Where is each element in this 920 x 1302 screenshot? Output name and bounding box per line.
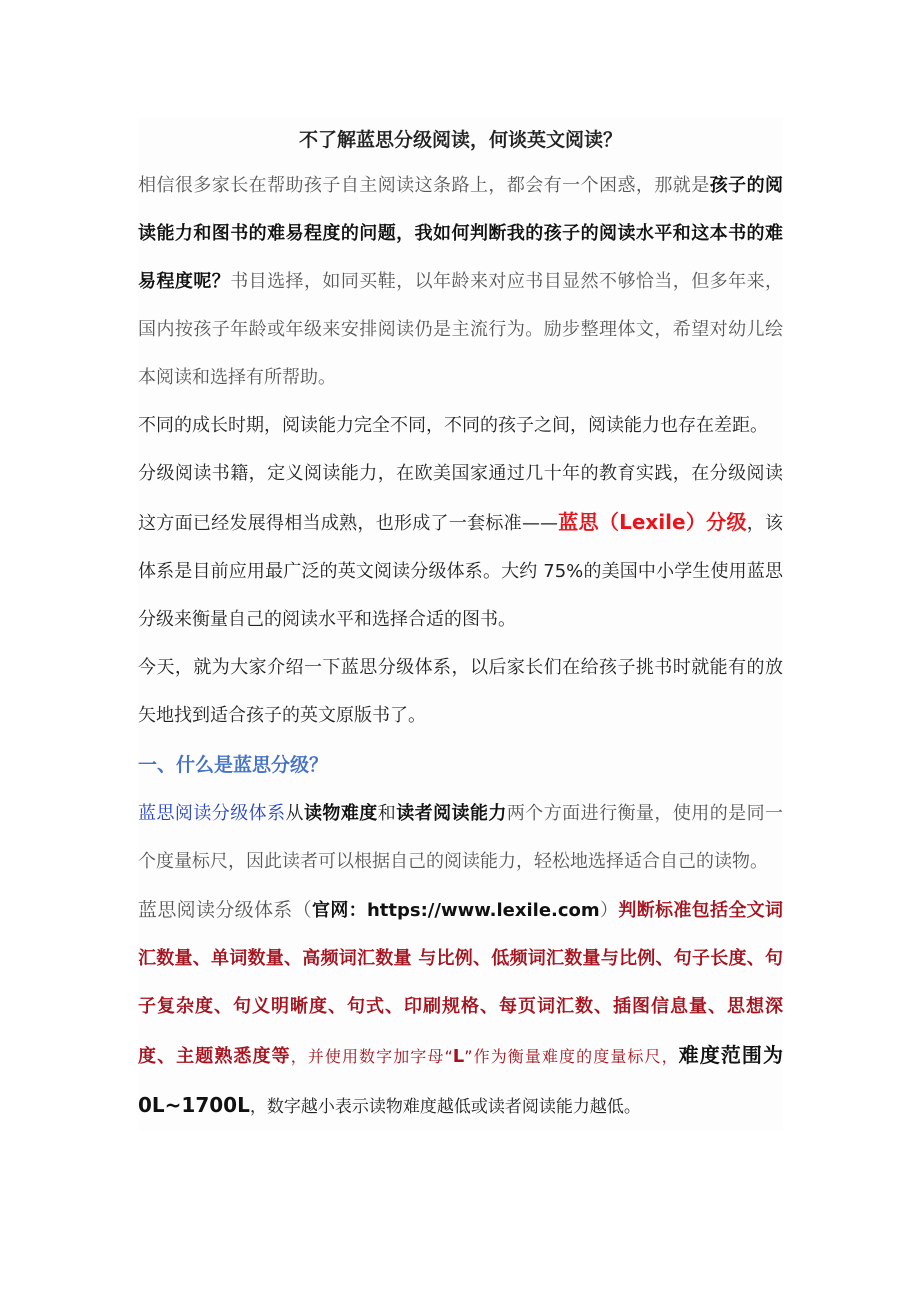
difficulty-range: 难度范围为 0L~1700L [138,1043,784,1117]
reader-ability: 读者阅读能力 [396,803,507,824]
intro-text-2: 书目选择，如同买鞋，以年龄来对应书目显然不够恰当，但多年来，国内按孩子年龄或年级来安排阅读仍是主流行为。励步整理体文，希望对幼儿绘本阅读和选择有所帮助。 [138,271,784,388]
text: 两个方面进行衡量，使用的是同一个度量标尺，因此读者可以根据自己的阅读能力，轻松地选择适合自己的读物。 [138,803,784,872]
paragraph-today: 今天，就为大家介绍一下蓝思分级体系，以后家长们在给孩子挑书时就能有的放矢地找到适合孩子的英文原版书了。 [138,657,783,726]
text: 从 [285,803,304,824]
document-title: 不了解蓝思分级阅读，何谈英文阅读？ [298,129,622,151]
lexile-system-link[interactable]: 蓝思阅读分级体系 [138,803,286,824]
paragraph-criteria [138,886,783,1131]
intro-text: 相信很多家长在帮助孩子自主阅读这条路上，都会有一个困惑，那就是 [138,175,710,196]
section-heading-what-is-lexile: 一、什么是蓝思分级？ [138,754,329,776]
intro-question: 孩子的阅读能力和图书的难易程度的问题，我如何判断我的孩子的阅读水平和这本书的难易程度呢？ [138,175,784,292]
document-page [138,118,783,1131]
paragraph-graded-reading [138,450,783,644]
text: ） [599,900,619,921]
graded-text-2: ，该体系是目前应用最广泛的英文阅读分级体系。大约 75%的美国中小学生使用蓝思分级来衡量自己的阅读水平和选择合适的图书。 [138,513,784,630]
text: ”作为衡量难度的度量标尺， [464,1047,679,1066]
text: 蓝思阅读分级体系（ [138,899,312,921]
paragraph-lexile-system [138,790,783,886]
text: ，并使用数字加字母“ [290,1047,453,1066]
paragraph-growth: 不同的成长时期，阅读能力完全不同，不同的孩子之间，阅读能力也存在差距。 [138,415,768,436]
graded-text: 分级阅读书籍，定义阅读能力，在欧美国家通过几十年的教育实践，在分级阅读这方面已经发展得相当成熟，也形成了一套标准—— [138,463,783,534]
text: 和 [377,803,397,824]
lexile-highlight: 蓝思（Lexile）分级 [557,510,747,534]
text: ，数字越小表示读物难度越低或读者阅读能力越低。 [249,1097,641,1117]
reading-difficulty: 读物难度 [303,803,378,824]
intro-paragraph [138,162,783,402]
criteria-list: 判断标准包括全文词汇数量、单词数量、高频词汇数量 与比例、低频词汇数量与比例、句子长度、句子复杂度、句义明晰度、句式、印刷规格、每页词汇数、插图信息量、思想深度、主题熟悉度等 [138,900,784,1067]
official-website-link[interactable]: 官网：https://www.lexile.com [311,900,600,921]
letter-l: L [452,1046,465,1067]
